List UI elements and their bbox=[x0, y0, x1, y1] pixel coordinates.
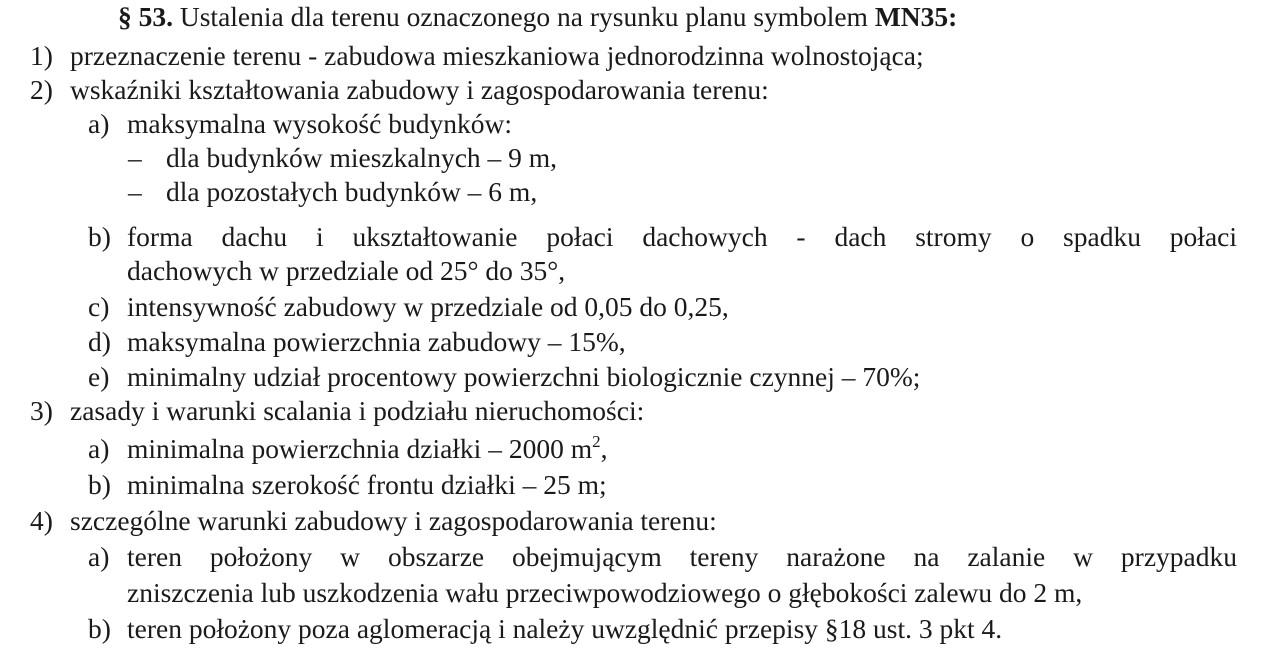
subitem-label: a) bbox=[88, 433, 110, 464]
subitem-label: a) bbox=[88, 541, 110, 572]
subitem-text: teren położony w obszarze obejmującym tereny narażone na zalanie w przypadku bbox=[127, 541, 1237, 572]
subitem-label: b) bbox=[88, 613, 111, 644]
item-text: zasady i warunki scalania i podziału nieruchomości: bbox=[70, 395, 645, 426]
dash-bullet: – bbox=[128, 176, 142, 207]
dash-item-text: dla pozostałych budynków – 6 m, bbox=[166, 176, 538, 207]
superscript: 2 bbox=[592, 432, 601, 451]
subitem-label: a) bbox=[88, 108, 110, 139]
subitem-text-main: minimalna powierzchnia działki – 2000 m bbox=[127, 433, 593, 464]
section-heading bbox=[118, 0, 957, 34]
subitem-text: minimalna szerokość frontu działki – 25 m; bbox=[127, 469, 607, 500]
subitem-text: intensywność zabudowy w przedziale od 0,05 do 0,25, bbox=[127, 291, 729, 322]
item-label: 4) bbox=[30, 505, 53, 536]
subitem-text-end: , bbox=[600, 433, 608, 464]
dash-item-text: dla budynków mieszkalnych – 9 m, bbox=[166, 142, 558, 173]
heading-symbol: MN35: bbox=[874, 1, 958, 32]
subitem-text: minimalny udział procentowy powierzchni biologicznie czynnej – 70%; bbox=[127, 361, 921, 392]
item-text: szczególne warunki zabudowy i zagospodarowania terenu: bbox=[70, 505, 717, 536]
item-label: 3) bbox=[30, 395, 53, 426]
subitem-text: maksymalna wysokość budynków: bbox=[127, 108, 512, 139]
subitem-label: b) bbox=[88, 469, 111, 500]
heading-text: Ustalenia dla terenu oznaczonego na rysunku planu symbolem bbox=[179, 1, 868, 32]
item-label: 1) bbox=[30, 40, 53, 71]
dash-bullet: – bbox=[128, 142, 142, 173]
subitem-text: forma dachu i ukształtowanie połaci dachowych - dach stromy o spadku połaci bbox=[127, 221, 1237, 252]
subitem-text-continued: zniszczenia lub uszkodzenia wału przeciwpowodziowego o głębokości zalewu do 2 m, bbox=[127, 577, 1083, 608]
item-text: przeznaczenie terenu - zabudowa mieszkaniowa jednorodzinna wolnostojąca; bbox=[70, 40, 924, 71]
subitem-label: d) bbox=[88, 326, 111, 357]
subitem-text-continued: dachowych w przedziale od 25° do 35°, bbox=[127, 255, 566, 286]
subitem-label: c) bbox=[88, 291, 110, 322]
item-label: 2) bbox=[30, 74, 53, 105]
subitem-text bbox=[127, 432, 607, 466]
subitem-text: maksymalna powierzchnia zabudowy – 15%, bbox=[127, 326, 626, 357]
section-number: § 53. bbox=[118, 1, 173, 32]
subitem-text: teren położony poza aglomeracją i należy uwzględnić przepisy §18 ust. 3 pkt 4. bbox=[127, 613, 1003, 644]
subitem-label: b) bbox=[88, 221, 111, 252]
item-text: wskaźniki kształtowania zabudowy i zagospodarowania terenu: bbox=[70, 74, 769, 105]
subitem-label: e) bbox=[88, 361, 110, 392]
